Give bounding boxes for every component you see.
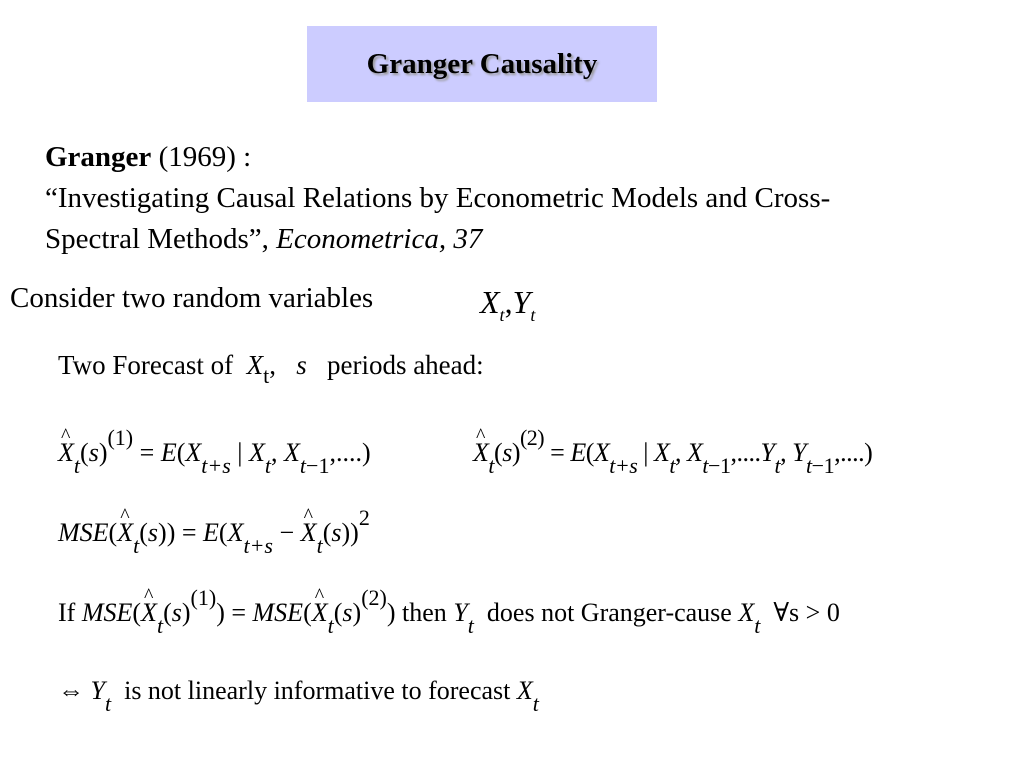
title-box xyxy=(307,26,657,102)
reference-year: (1969) : xyxy=(151,141,252,173)
reference-line-2: “Investigating Causal Relations by Econometric Models and Cross- xyxy=(45,182,831,214)
slide-title: Granger Causality xyxy=(366,47,598,80)
reference-block xyxy=(45,137,830,260)
consider-line xyxy=(10,282,373,315)
forecast-equation-1: ^ $X_t(s)^{(1)} = E(X_{t+s}$ | $X_t$, $X_{t-1}$,....) xyxy=(58,438,371,468)
forecast-intro-text: Two Forecast of xyxy=(58,350,234,380)
random-variables-formula: $X_t,Y_t$ xyxy=(480,284,536,325)
reference-journal: Econometrica, 37 xyxy=(276,223,483,255)
granger-condition-line: If MSE(^ $X_t(s)^{(1)}$) = MSE(^ $X_t(s)^{(2)}$) then $Y_t$ does not Granger-cause $X_t$ ∀s > 0 xyxy=(58,598,840,628)
reference-title-end: Spectral Methods”, xyxy=(45,223,277,255)
consider-text: Consider two random variables xyxy=(10,282,374,314)
does-not-cause-text: does not Granger-cause xyxy=(486,598,732,627)
forecast-equation-2: ^ $X_t(s)^{(2)} = E(X_{t+s}$ | $X_t$, $X_{t-1},....Y_t$, $Y_{t-1}$,....) xyxy=(473,438,872,468)
mse-equation: MSE(^ $X_t(s)) = E(X_{t+s}$ − ^ $X_t(s))^2$ xyxy=(58,518,370,548)
equivalence-line: ⇔ $Y_t$ is not linearly informative to forecast $X_t$ xyxy=(58,676,539,716)
forecast-intro-line: Two Forecast of $X_t$, s periods ahead: xyxy=(58,350,484,388)
not-linear-text: is not linearly informative to forecast xyxy=(124,676,511,705)
forecast-periods-text: periods ahead: xyxy=(326,350,484,380)
reference-line-1 xyxy=(45,137,830,178)
then-text: then xyxy=(402,598,447,627)
iff-symbol: ⇔ xyxy=(58,676,84,705)
if-text: If xyxy=(58,598,76,627)
reference-line-3 xyxy=(45,219,830,260)
reference-author: Granger xyxy=(45,141,152,173)
forall-text: ∀s > 0 xyxy=(773,598,840,627)
